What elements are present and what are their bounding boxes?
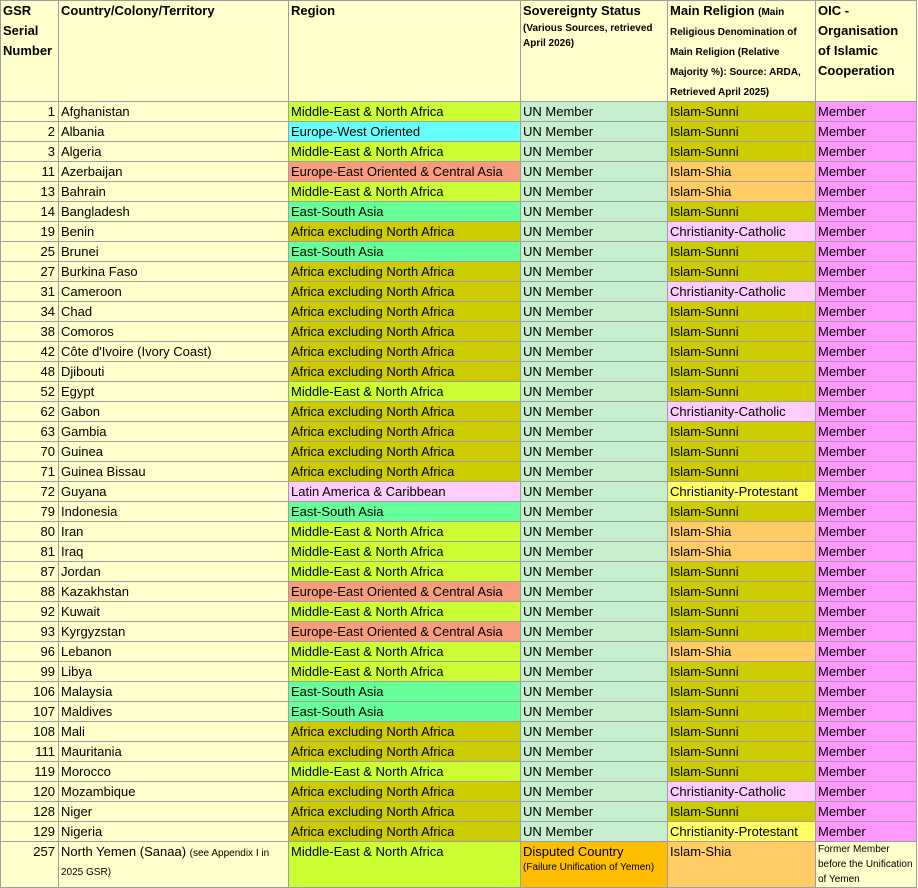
cell-status[interactable]: UN Member <box>521 262 668 282</box>
cell-oic[interactable]: Member <box>816 642 917 662</box>
table-body <box>1 102 917 888</box>
table-row <box>1 102 917 122</box>
cell-region[interactable]: Africa excluding North Africa <box>289 422 521 442</box>
cell-religion[interactable]: Islam-Sunni <box>668 242 816 262</box>
cell-oic[interactable]: Member <box>816 762 917 782</box>
cell-serial[interactable]: 257 <box>1 842 59 888</box>
cell-country[interactable]: Maldives <box>59 702 289 722</box>
cell-religion[interactable]: Islam-Sunni <box>668 322 816 342</box>
table-row <box>1 802 917 822</box>
cell-region[interactable]: East-South Asia <box>289 702 521 722</box>
cell-region[interactable]: East-South Asia <box>289 502 521 522</box>
cell-region[interactable]: East-South Asia <box>289 242 521 262</box>
table-row <box>1 162 917 182</box>
cell-country[interactable]: Niger <box>59 802 289 822</box>
cell-status[interactable]: UN Member <box>521 782 668 802</box>
table-row <box>1 382 917 402</box>
cell-country[interactable]: Mauritania <box>59 742 289 762</box>
cell-country[interactable]: Lebanon <box>59 642 289 662</box>
cell-status[interactable]: UN Member <box>521 462 668 482</box>
cell-region[interactable]: Europe-East Oriented & Central Asia <box>289 582 521 602</box>
cell-status[interactable]: UN Member <box>521 802 668 822</box>
header-serial-label: GSR Serial Number <box>3 3 53 58</box>
cell-serial[interactable]: 128 <box>1 802 59 822</box>
cell-serial[interactable]: 13 <box>1 182 59 202</box>
cell-religion[interactable]: Islam-Sunni <box>668 742 816 762</box>
table-row <box>1 762 917 782</box>
header-sovereignty-note: (Various Sources, retrieved April 2026) <box>523 23 653 49</box>
cell-country[interactable]: Albania <box>59 122 289 142</box>
cell-religion[interactable]: Islam-Sunni <box>668 342 816 362</box>
cell-oic[interactable]: Member <box>816 102 917 122</box>
cell-country[interactable]: Côte d'Ivoire (Ivory Coast) <box>59 342 289 362</box>
cell-religion[interactable]: Islam-Sunni <box>668 762 816 782</box>
cell-status[interactable]: UN Member <box>521 362 668 382</box>
cell-religion[interactable]: Islam-Sunni <box>668 302 816 322</box>
cell-serial[interactable]: 119 <box>1 762 59 782</box>
cell-serial[interactable]: 11 <box>1 162 59 182</box>
cell-status[interactable]: UN Member <box>521 602 668 622</box>
cell-oic[interactable]: Member <box>816 742 917 762</box>
cell-oic[interactable]: Member <box>816 442 917 462</box>
cell-religion[interactable]: Islam-Shia <box>668 522 816 542</box>
cell-status-note: (Failure Unification of Yemen) <box>523 862 655 873</box>
cell-country[interactable]: Comoros <box>59 322 289 342</box>
cell-status[interactable]: UN Member <box>521 442 668 462</box>
cell-oic[interactable]: Member <box>816 602 917 622</box>
cell-religion[interactable]: Islam-Shia <box>668 642 816 662</box>
cell-serial[interactable]: 70 <box>1 442 59 462</box>
cell-oic[interactable]: Member <box>816 662 917 682</box>
cell-region[interactable]: Middle-East & North Africa <box>289 382 521 402</box>
cell-serial[interactable]: 81 <box>1 542 59 562</box>
cell-religion[interactable]: Christianity-Catholic <box>668 282 816 302</box>
cell-region[interactable]: Middle-East & North Africa <box>289 602 521 622</box>
cell-oic[interactable]: Member <box>816 262 917 282</box>
cell-country[interactable]: Guinea <box>59 442 289 462</box>
cell-religion[interactable]: Christianity-Catholic <box>668 402 816 422</box>
cell-serial[interactable]: 27 <box>1 262 59 282</box>
cell-religion[interactable]: Islam-Shia <box>668 842 816 888</box>
cell-serial[interactable]: 2 <box>1 122 59 142</box>
cell-status[interactable]: UN Member <box>521 242 668 262</box>
table-row <box>1 322 917 342</box>
table-row <box>1 402 917 422</box>
cell-religion[interactable]: Islam-Sunni <box>668 382 816 402</box>
cell-region[interactable]: Middle-East & North Africa <box>289 642 521 662</box>
cell-religion[interactable]: Islam-Sunni <box>668 262 816 282</box>
cell-status[interactable]: UN Member <box>521 402 668 422</box>
cell-status[interactable]: UN Member <box>521 562 668 582</box>
cell-serial[interactable]: 34 <box>1 302 59 322</box>
table-row <box>1 522 917 542</box>
table-row <box>1 682 917 702</box>
cell-region[interactable]: Middle-East & North Africa <box>289 102 521 122</box>
cell-country[interactable]: Azerbaijan <box>59 162 289 182</box>
cell-serial[interactable]: 96 <box>1 642 59 662</box>
cell-region[interactable]: East-South Asia <box>289 202 521 222</box>
cell-region[interactable]: Africa excluding North Africa <box>289 402 521 422</box>
cell-region[interactable]: Africa excluding North Africa <box>289 282 521 302</box>
cell-country[interactable]: Chad <box>59 302 289 322</box>
cell-religion[interactable]: Christianity-Catholic <box>668 222 816 242</box>
table-row <box>1 622 917 642</box>
cell-religion[interactable]: Islam-Sunni <box>668 682 816 702</box>
cell-religion[interactable]: Islam-Shia <box>668 542 816 562</box>
cell-country[interactable]: Kazakhstan <box>59 582 289 602</box>
header-sovereignty-label: Sovereignty Status <box>523 3 641 18</box>
cell-status[interactable]: UN Member <box>521 302 668 322</box>
cell-religion[interactable]: Christianity-Catholic <box>668 782 816 802</box>
header-religion-label: Main Religion <box>670 3 755 18</box>
cell-serial[interactable]: 19 <box>1 222 59 242</box>
cell-oic[interactable]: Member <box>816 362 917 382</box>
header-religion[interactable] <box>668 1 816 102</box>
cell-serial[interactable]: 48 <box>1 362 59 382</box>
table-row <box>1 222 917 242</box>
cell-status[interactable]: UN Member <box>521 102 668 122</box>
cell-region[interactable]: Europe-East Oriented & Central Asia <box>289 622 521 642</box>
cell-oic[interactable]: Member <box>816 562 917 582</box>
cell-status[interactable]: UN Member <box>521 722 668 742</box>
cell-country[interactable]: Egypt <box>59 382 289 402</box>
cell-religion[interactable]: Islam-Sunni <box>668 502 816 522</box>
cell-religion[interactable]: Islam-Sunni <box>668 462 816 482</box>
cell-serial[interactable]: 71 <box>1 462 59 482</box>
cell-country[interactable]: Bahrain <box>59 182 289 202</box>
table-row <box>1 262 917 282</box>
header-country[interactable] <box>59 1 289 102</box>
cell-country[interactable]: Kyrgyzstan <box>59 622 289 642</box>
cell-country[interactable]: Benin <box>59 222 289 242</box>
cell-serial[interactable]: 25 <box>1 242 59 262</box>
cell-country[interactable]: Iraq <box>59 542 289 562</box>
cell-status[interactable]: UN Member <box>521 422 668 442</box>
cell-religion[interactable]: Islam-Sunni <box>668 142 816 162</box>
header-country-label: Country/Colony/Territory <box>61 3 215 18</box>
cell-religion[interactable]: Islam-Sunni <box>668 362 816 382</box>
cell-region[interactable]: Latin America & Caribbean <box>289 482 521 502</box>
cell-region[interactable]: Africa excluding North Africa <box>289 462 521 482</box>
cell-religion[interactable]: Islam-Shia <box>668 182 816 202</box>
cell-region[interactable]: Africa excluding North Africa <box>289 742 521 762</box>
cell-oic[interactable]: Member <box>816 182 917 202</box>
header-oic-label: OIC - Organisation of Islamic Cooperation <box>818 3 899 78</box>
cell-status[interactable]: UN Member <box>521 502 668 522</box>
cell-serial[interactable]: 111 <box>1 742 59 762</box>
cell-serial[interactable]: 88 <box>1 582 59 602</box>
table-row <box>1 582 917 602</box>
cell-status[interactable]: UN Member <box>521 142 668 162</box>
cell-status[interactable]: UN Member <box>521 162 668 182</box>
cell-status[interactable]: UN Member <box>521 482 668 502</box>
cell-country[interactable]: Guinea Bissau <box>59 462 289 482</box>
cell-region[interactable]: Middle-East & North Africa <box>289 522 521 542</box>
cell-status[interactable]: UN Member <box>521 122 668 142</box>
cell-oic[interactable]: Member <box>816 622 917 642</box>
cell-region[interactable]: Middle-East & North Africa <box>289 762 521 782</box>
cell-religion[interactable]: Islam-Sunni <box>668 422 816 442</box>
cell-serial[interactable]: 3 <box>1 142 59 162</box>
cell-country[interactable]: Mozambique <box>59 782 289 802</box>
cell-serial[interactable]: 92 <box>1 602 59 622</box>
cell-religion[interactable]: Islam-Sunni <box>668 582 816 602</box>
cell-religion[interactable]: Islam-Shia <box>668 162 816 182</box>
cell-status[interactable]: UN Member <box>521 382 668 402</box>
cell-country[interactable]: Indonesia <box>59 502 289 522</box>
cell-country[interactable]: Nigeria <box>59 822 289 842</box>
cell-religion[interactable]: Christianity-Protestant <box>668 482 816 502</box>
cell-serial[interactable]: 93 <box>1 622 59 642</box>
header-oic[interactable] <box>816 1 917 102</box>
table-row <box>1 422 917 442</box>
cell-country[interactable]: Gambia <box>59 422 289 442</box>
cell-country[interactable]: Guyana <box>59 482 289 502</box>
table-row <box>1 462 917 482</box>
cell-region[interactable]: Europe-West Oriented <box>289 122 521 142</box>
cell-serial[interactable]: 99 <box>1 662 59 682</box>
cell-country[interactable]: Algeria <box>59 142 289 162</box>
table-row <box>1 842 917 888</box>
cell-religion[interactable]: Islam-Sunni <box>668 562 816 582</box>
cell-country[interactable] <box>59 842 289 888</box>
cell-religion[interactable]: Islam-Sunni <box>668 702 816 722</box>
table-row <box>1 362 917 382</box>
cell-region[interactable]: Africa excluding North Africa <box>289 442 521 462</box>
table-row <box>1 662 917 682</box>
cell-status-text: Disputed Country <box>523 844 624 859</box>
cell-oic[interactable]: Member <box>816 282 917 302</box>
cell-region[interactable]: Africa excluding North Africa <box>289 342 521 362</box>
cell-status[interactable]: UN Member <box>521 682 668 702</box>
cell-serial[interactable]: 38 <box>1 322 59 342</box>
cell-status[interactable]: UN Member <box>521 662 668 682</box>
cell-region[interactable]: Africa excluding North Africa <box>289 222 521 242</box>
cell-serial[interactable]: 79 <box>1 502 59 522</box>
cell-oic[interactable]: Member <box>816 782 917 802</box>
cell-region[interactable]: East-South Asia <box>289 682 521 702</box>
cell-region[interactable]: Middle-East & North Africa <box>289 182 521 202</box>
cell-oic[interactable]: Member <box>816 342 917 362</box>
cell-status[interactable]: UN Member <box>521 542 668 562</box>
cell-status[interactable]: UN Member <box>521 182 668 202</box>
cell-status[interactable]: UN Member <box>521 642 668 662</box>
cell-status[interactable]: UN Member <box>521 822 668 842</box>
cell-serial[interactable]: 108 <box>1 722 59 742</box>
cell-oic[interactable]: Member <box>816 822 917 842</box>
cell-oic[interactable]: Member <box>816 402 917 422</box>
cell-country-text: North Yemen (Sanaa) <box>61 844 187 859</box>
cell-country[interactable]: Iran <box>59 522 289 542</box>
cell-status[interactable]: UN Member <box>521 202 668 222</box>
cell-status[interactable]: UN Member <box>521 522 668 542</box>
cell-oic[interactable]: Member <box>816 422 917 442</box>
cell-oic[interactable]: Member <box>816 322 917 342</box>
cell-country[interactable]: Bangladesh <box>59 202 289 222</box>
cell-region[interactable]: Africa excluding North Africa <box>289 822 521 842</box>
cell-region[interactable]: Middle-East & North Africa <box>289 842 521 888</box>
cell-oic[interactable]: Member <box>816 162 917 182</box>
cell-status[interactable]: UN Member <box>521 342 668 362</box>
cell-region[interactable]: Africa excluding North Africa <box>289 722 521 742</box>
cell-religion[interactable]: Islam-Sunni <box>668 722 816 742</box>
table-row <box>1 562 917 582</box>
cell-religion[interactable]: Islam-Sunni <box>668 122 816 142</box>
cell-region[interactable]: Middle-East & North Africa <box>289 542 521 562</box>
cell-serial[interactable]: 120 <box>1 782 59 802</box>
table-row <box>1 142 917 162</box>
cell-region[interactable]: Africa excluding North Africa <box>289 322 521 342</box>
cell-oic[interactable]: Member <box>816 542 917 562</box>
cell-oic[interactable]: Member <box>816 302 917 322</box>
cell-country-note: (see Appendix I in 2025 GSR) <box>61 848 270 878</box>
table-row <box>1 202 917 222</box>
cell-region[interactable]: Africa excluding North Africa <box>289 262 521 282</box>
cell-country[interactable]: Jordan <box>59 562 289 582</box>
table-row <box>1 442 917 462</box>
cell-religion[interactable]: Islam-Sunni <box>668 102 816 122</box>
header-religion-note: (Main Religious Denomination of Main Religion (Relative Majority %): Source: ARDA, Retrieved April 2025) <box>670 7 801 98</box>
cell-country[interactable]: Cameroon <box>59 282 289 302</box>
table-row <box>1 482 917 502</box>
cell-country[interactable]: Gabon <box>59 402 289 422</box>
table-row <box>1 722 917 742</box>
cell-serial[interactable]: 42 <box>1 342 59 362</box>
cell-serial[interactable]: 63 <box>1 422 59 442</box>
table-row <box>1 822 917 842</box>
cell-region[interactable]: Middle-East & North Africa <box>289 662 521 682</box>
cell-status[interactable]: UN Member <box>521 622 668 642</box>
cell-religion[interactable]: Islam-Sunni <box>668 622 816 642</box>
cell-oic[interactable]: Member <box>816 222 917 242</box>
cell-serial[interactable]: 72 <box>1 482 59 502</box>
header-region-label: Region <box>291 3 336 18</box>
cell-oic[interactable]: Member <box>816 582 917 602</box>
cell-religion[interactable]: Islam-Sunni <box>668 802 816 822</box>
cell-religion[interactable]: Islam-Sunni <box>668 602 816 622</box>
header-region[interactable] <box>289 1 521 102</box>
cell-oic[interactable]: Member <box>816 142 917 162</box>
cell-region[interactable]: Africa excluding North Africa <box>289 302 521 322</box>
cell-country[interactable]: Malaysia <box>59 682 289 702</box>
cell-region[interactable]: Middle-East & North Africa <box>289 562 521 582</box>
cell-religion[interactable]: Christianity-Protestant <box>668 822 816 842</box>
cell-serial[interactable]: 87 <box>1 562 59 582</box>
cell-region[interactable]: Africa excluding North Africa <box>289 782 521 802</box>
cell-status[interactable] <box>521 842 668 888</box>
cell-status[interactable]: UN Member <box>521 582 668 602</box>
cell-serial[interactable]: 80 <box>1 522 59 542</box>
cell-serial[interactable]: 107 <box>1 702 59 722</box>
cell-oic[interactable]: Member <box>816 382 917 402</box>
cell-region[interactable]: Europe-East Oriented & Central Asia <box>289 162 521 182</box>
cell-country[interactable]: Burkina Faso <box>59 262 289 282</box>
cell-religion[interactable]: Islam-Sunni <box>668 442 816 462</box>
cell-oic[interactable]: Member <box>816 682 917 702</box>
cell-country[interactable]: Afghanistan <box>59 102 289 122</box>
cell-religion[interactable]: Islam-Sunni <box>668 662 816 682</box>
cell-country[interactable]: Mali <box>59 722 289 742</box>
cell-country[interactable]: Libya <box>59 662 289 682</box>
cell-oic[interactable]: Member <box>816 242 917 262</box>
table-row <box>1 502 917 522</box>
cell-serial[interactable]: 106 <box>1 682 59 702</box>
cell-region[interactable]: Africa excluding North Africa <box>289 362 521 382</box>
cell-status[interactable]: UN Member <box>521 742 668 762</box>
cell-status[interactable]: UN Member <box>521 222 668 242</box>
cell-country[interactable]: Kuwait <box>59 602 289 622</box>
table-row <box>1 602 917 622</box>
cell-oic[interactable]: Member <box>816 502 917 522</box>
table-row <box>1 122 917 142</box>
cell-serial[interactable]: 14 <box>1 202 59 222</box>
table-row <box>1 742 917 762</box>
cell-oic[interactable]: Member <box>816 462 917 482</box>
cell-serial[interactable]: 1 <box>1 102 59 122</box>
cell-oic[interactable]: Former Member before the Unification of Yemen <box>816 842 917 888</box>
cell-oic[interactable]: Member <box>816 802 917 822</box>
table-row <box>1 342 917 362</box>
cell-country[interactable]: Morocco <box>59 762 289 782</box>
cell-country[interactable]: Brunei <box>59 242 289 262</box>
cell-serial[interactable]: 129 <box>1 822 59 842</box>
header-serial[interactable] <box>1 1 59 102</box>
table-row <box>1 242 917 262</box>
table-row <box>1 282 917 302</box>
cell-oic[interactable]: Member <box>816 122 917 142</box>
table-row <box>1 782 917 802</box>
cell-status[interactable]: UN Member <box>521 702 668 722</box>
table-row <box>1 702 917 722</box>
cell-status[interactable]: UN Member <box>521 322 668 342</box>
cell-religion[interactable]: Islam-Sunni <box>668 202 816 222</box>
table-row <box>1 542 917 562</box>
cell-status[interactable]: UN Member <box>521 282 668 302</box>
cell-oic[interactable]: Member <box>816 722 917 742</box>
cell-oic[interactable]: Member <box>816 202 917 222</box>
table-row <box>1 182 917 202</box>
table-row <box>1 302 917 322</box>
cell-region[interactable]: Africa excluding North Africa <box>289 802 521 822</box>
cell-serial[interactable]: 31 <box>1 282 59 302</box>
cell-serial[interactable]: 52 <box>1 382 59 402</box>
header-sovereignty[interactable] <box>521 1 668 102</box>
header-row <box>1 1 917 102</box>
cell-region[interactable]: Middle-East & North Africa <box>289 142 521 162</box>
cell-country[interactable]: Djibouti <box>59 362 289 382</box>
cell-oic[interactable]: Member <box>816 702 917 722</box>
cell-oic[interactable]: Member <box>816 482 917 502</box>
cell-serial[interactable]: 62 <box>1 402 59 422</box>
cell-status[interactable]: UN Member <box>521 762 668 782</box>
cell-oic[interactable]: Member <box>816 522 917 542</box>
table-row <box>1 642 917 662</box>
